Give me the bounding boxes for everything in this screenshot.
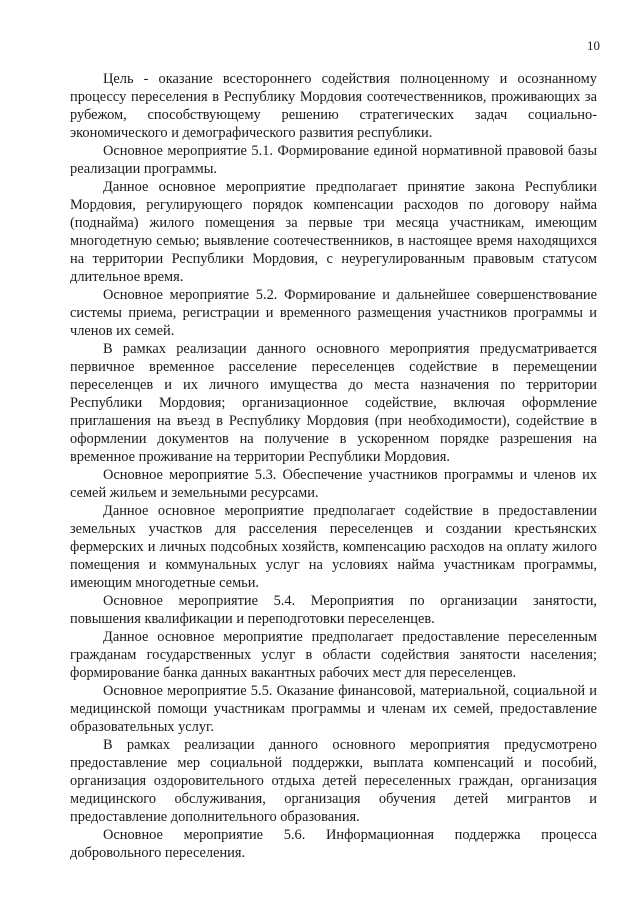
paragraph-measure-5-6: Основное мероприятие 5.6. Информационная поддержка процесса добровольного переселения. [70, 827, 597, 861]
paragraph-measure-5-4: Основное мероприятие 5.4. Мероприятия по организации занятости, повышения квалификации и переподготовки переселенцев. [70, 593, 597, 627]
paragraph-measure-5-1: Основное мероприятие 5.1. Формирование единой нормативной правовой базы реализации программы. [70, 143, 597, 177]
paragraph-measure-5-3: Основное мероприятие 5.3. Обеспечение участников программы и членов их семей жильем и земельными ресурсами. [70, 467, 597, 501]
page-number: 10 [587, 38, 600, 53]
paragraph-goal: Цель - оказание всестороннего содействия полноценному и осознанному процессу переселения в Республику Мордовия соотечественников, проживающих за рубежом, способствующему решению стратегических задач социально-экономического и демографического развития республики. [70, 71, 597, 141]
paragraph-measure-5-5-description: В рамках реализации данного основного мероприятия предусмотрено предоставление мер социальной поддержки, выплата компенсаций и пособий, организация оздоровительного отдыха детей переселенных граждан, организация медицинского обслуживания, организация обучения детей мигрантов и предоставление дополнительного образования. [70, 737, 597, 825]
paragraph-measure-5-1-description: Данное основное мероприятие предполагает принятие закона Республики Мордовия, регулирующего порядок компенсации расходов по договору найма (поднайма) жилого помещения за первые три месяца участникам, имеющим многодетную семью; выявление соотечественников, в настоящее время находящихся на территории Республики Мордовия, с неурегулированным правовым статусом длительное время. [70, 179, 597, 285]
paragraph-measure-5-2-description: В рамках реализации данного основного мероприятия предусматривается первичное временное расселение переселенцев содействие в перемещении переселенцев и их личного имущества до места назначения по территории Республики Мордовия; организационное содействие, включая оформление приглашения на въезд в Республику Мордовия (при необходимости), содействие в оформлении документов на получение в ускоренном порядке разрешения на временное проживание на территории Республики Мордовия. [70, 341, 597, 465]
document-body [70, 70, 597, 862]
paragraph-measure-5-2: Основное мероприятие 5.2. Формирование и дальнейшее совершенствование системы приема, регистрации и временного размещения участников программы и членов их семей. [70, 287, 597, 339]
paragraph-measure-5-5: Основное мероприятие 5.5. Оказание финансовой, материальной, социальной и медицинской помощи участникам программы и членам их семей, предоставление образовательных услуг. [70, 683, 597, 735]
paragraph-measure-5-3-description: Данное основное мероприятие предполагает содействие в предоставлении земельных участков для расселения переселенцев и создании крестьянских фермерских и личных подсобных хозяйств, компенсацию расходов на оплату жилого помещения и коммунальных услуг на условиях найма участникам программы, имеющим многодетные семьи. [70, 503, 597, 591]
paragraph-measure-5-4-description: Данное основное мероприятие предполагает предоставление переселенным гражданам государственных услуг в области содействия занятости населения; формирование банка данных вакантных рабочих мест для переселенцев. [70, 629, 597, 681]
